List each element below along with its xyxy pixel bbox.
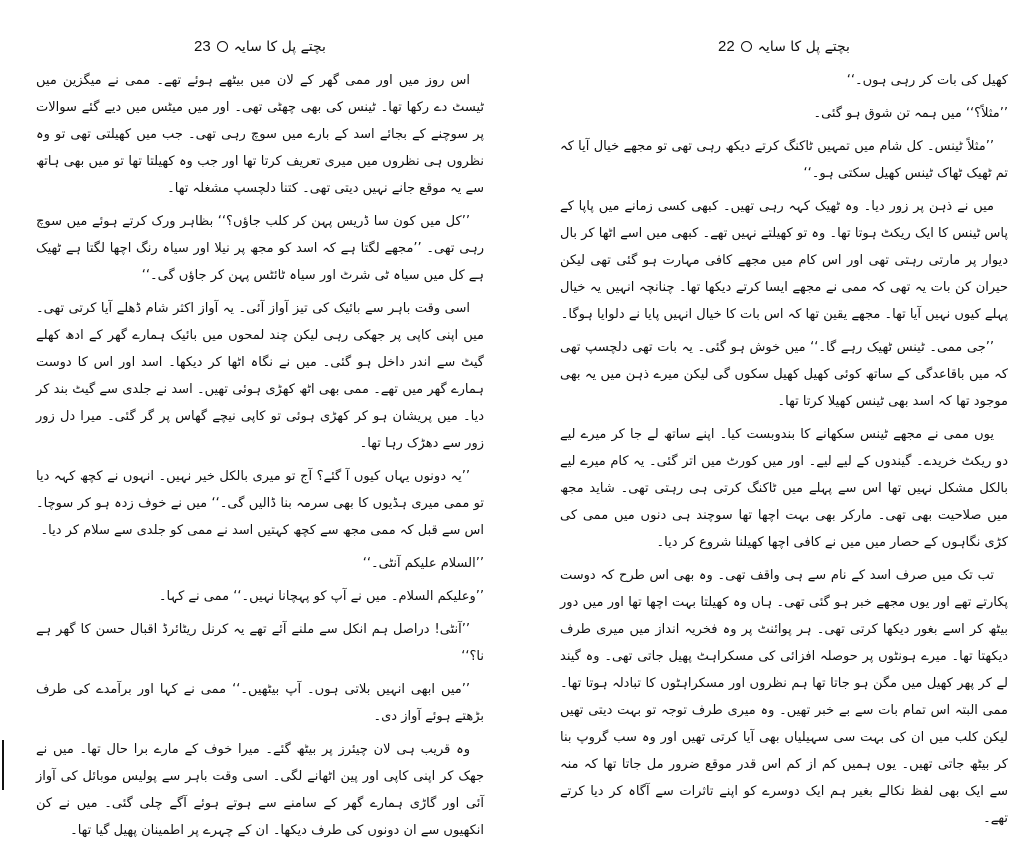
right-paragraph-7: تب تک میں صرف اسد کے نام سے ہی واقف تھی۔ وہ بھی اس طرح کہ دوست پکارتے تھے اور یوں مجھے خبر ہو گئی تھی۔ ہاں وہ کھیلتا بہت اچھا تھا اور میں دور بیٹھ کر اسے بغور دیکھا کرتی تھی۔ ہر پوائنٹ پر وہ فخریہ انداز میں میری طرف دیکھتا تھا۔ میرے ہونٹوں پر حوصلہ افزائی کی مسکراہٹ پھیل جاتی تھی۔ وہ گیند لے کر پھر کھیل میں مگن ہو جاتا تھا ہم نظروں اور مسکراہٹوں کا تبادلہ ہوتا تھا۔ ممی البتہ اس تمام بات سے بے خبر تھیں۔ وہ میری طرف توجہ تو بہت دیتی تھیں لیکن کلب میں ان کی بہت سی سہیلیاں بھی آیا کرتی تھیں اور وہ سب گروپ بنا کر بیٹھ جاتی تھیں۔ یوں ہمیں کم از کم اس قدر موقع ضرور مل جاتا تھا کہ منہ سے ایک بھی لفظ نکالے بغیر ہم ایک دوسرے کو اپنے تاثرات سے آگاہ کر دیا کرتے تھے۔ bbox=[560, 568, 1008, 826]
left-paragraph-3: اسی وقت باہر سے بائیک کی تیز آواز آئی۔ یہ آواز اکثر شام ڈھلے آیا کرتی تھی۔ میں اپنی کاپی پر جھکی رہی لیکن چند لمحوں میں بائیک ہمارے گھر کے ادھ کھلے گیٹ سے اندر داخل ہو گئی۔ میں نے نگاہ اٹھا کر دیکھا۔ اسد اور اس کا دوست ہمارے گھر میں تھے۔ ممی بھی اٹھ کھڑی ہوئی تھیں۔ اسد نے جلدی سے گیٹ بند کر دیا۔ میں پریشان ہو کر کھڑی ہوئی تو کاپی نیچے گھاس پر گر گئی۔ میرا دل زور زور سے دھڑک رہا تھا۔ bbox=[36, 301, 484, 451]
page-edge-line bbox=[2, 740, 4, 790]
right-paragraph-5: ’’جی ممی۔ ٹینس ٹھیک رہے گا۔‘‘ میں خوش ہو گئی۔ یہ بات تھی دلچسپ تھی کہ میں باقاعدگی کے ساتھ کوئی کھیل کھیل سکوں گی لیکن میرے ذہن میں یہ بھی موجود تھا کہ اسد بھی ٹینس کھیلا کرتا تھا۔ bbox=[560, 340, 1008, 409]
right-paragraph-2: ’’مثلاً؟‘‘ میں ہمہ تن شوق ہو گئی۔ bbox=[813, 106, 1008, 121]
left-page-number: 23 bbox=[194, 38, 211, 55]
left-page bbox=[36, 36, 484, 838]
left-paragraph-2: ’’کل میں کون سا ڈریس پہن کر کلب جاؤں؟‘‘ بظاہر ورک کرتے ہوئے میں سوچ رہی تھی۔ ’’مجھے لگتا ہے کہ اسد کو مجھ پر نیلا اور سیاہ رنگ اچھا لگتا ہے ٹھیک ہے کل میں سیاہ ٹی شرٹ اور سیاہ ٹائٹس پہن کر جاؤں گی۔‘‘ bbox=[36, 214, 484, 283]
right-paragraph-1: کھیل کی بات کر رہی ہوں۔‘‘ bbox=[846, 73, 1008, 88]
left-paragraph-9: وہ قریب ہی لان چیئرز پر بیٹھ گئے۔ میرا خوف کے مارے برا حال تھا۔ میں نے جھک کر اپنی کاپی اور پین اٹھانے لگی۔ اسی وقت باہر سے پولیس موبائل کی آواز آئی اور گاڑی ہمارے گھر کے سامنے سے ہوتے ہوئے آگے چلی گئی۔ میں نے کن انکھیوں سے ان دونوں کی طرف دیکھا۔ ان کے چہرے پر اطمینان پھیل گیا تھا۔ bbox=[36, 742, 484, 838]
right-paragraph-4: میں نے ذہن پر زور دیا۔ وہ ٹھیک کہہ رہی تھیں۔ کبھی کسی زمانے میں پاپا کے پاس ٹینس کا ایک ریکٹ ہوتا تھا۔ وہ تو کھیلتے نہیں تھے۔ کبھی میں اسے اٹھا کر بال دیوار پر مارتی رہتی تھی اور اس کام میں مجھے کافی مہارت ہو گئی تھی لیکن حیران کن بات یہ تھی کہ ممی نے مجھے ایسا کرتے دیکھا تھا۔ چنانچہ انہیں یہ خیال پہلے کیوں نہیں آیا تھا۔ مجھے یقین تھا کہ اس بات کا خیال انہیں پایا نے دلوایا ہوگا۔ bbox=[560, 199, 1008, 322]
circle-ornament-icon bbox=[741, 41, 752, 52]
left-paragraph-7: ’’آنٹی! دراصل ہم انکل سے ملنے آئے تھے یہ کرنل ریٹائرڈ اقبال حسن کا گھر ہے نا؟‘‘ bbox=[36, 622, 484, 664]
right-page bbox=[560, 36, 1008, 826]
left-paragraph-6: ’’وعلیکم السلام۔ میں نے آپ کو پہچانا نہیں۔‘‘ ممی نے کہا۔ bbox=[158, 589, 484, 604]
left-paragraph-4: ’’یہ دونوں یہاں کیوں آ گئے؟ آج تو میری بالکل خیر نہیں۔ انہوں نے کچھ کہہ دیا تو ممی میری ہڈیوں کا بھی سرمہ بنا ڈالیں گی۔‘‘ میں نے خوف زدہ ہو کر سوچا۔ اس سے قبل کہ ممی مجھ سے کچھ کہتیں اسد نے ممی کو جلدی سے سلام کر دیا۔ bbox=[36, 469, 484, 538]
circle-ornament-icon bbox=[217, 41, 228, 52]
left-paragraph-5: ’’السلام علیکم آنٹی۔‘‘ bbox=[362, 556, 484, 571]
right-running-head bbox=[560, 36, 1008, 57]
left-page-title: بچتے پل کا سایہ bbox=[233, 39, 326, 55]
right-paragraph-3: ’’مثلاً ٹینس۔ کل شام میں تمہیں ٹاکنگ کرتے دیکھ رہی تھی تو مجھے خیال آیا کہ تم ٹھیک ٹھاک ٹینس کھیل سکتی ہو۔‘‘ bbox=[560, 139, 1008, 181]
right-paragraph-6: یوں ممی نے مجھے ٹینس سکھانے کا بندوبست کیا۔ اپنے ساتھ لے جا کر میرے لیے دو ریکٹ خریدے۔ گیندوں کے لیے لیے۔ اور میں کورٹ میں اتر گئی۔ یہ کام میرے لیے بالکل مشکل نہیں تھا اس سے پہلے میں ٹاکنگ کرتی ہی رہتی تھی۔ شاید مجھ میں صلاحیت بھی تھی۔ مارکر بھی بہت اچھا تھا سوچند ہی دنوں میں ممی کی کڑی نگاہوں کے حصار میں میں نے کافی اچھا کھیلنا شروع کر دیا۔ bbox=[560, 427, 1008, 550]
right-page-title: بچتے پل کا سایہ bbox=[757, 39, 850, 55]
right-page-number: 22 bbox=[718, 38, 735, 55]
left-running-head bbox=[36, 36, 484, 57]
left-paragraph-1: اس روز میں اور ممی گھر کے لان میں بیٹھے ہوئے تھے۔ ممی نے میگزین میں ٹیسٹ دے رکھا تھا۔ ٹینس کی بھی چھٹی تھی۔ اور میں میٹس میں دیے گئے سوالات پر سوچنے کے بجائے اسد کے بارے میں سوچ رہی تھی۔ جب میں کھیلتی تھی تو وہ نظروں ہی نظروں میں میری تعریف کرتا تھا اور جب وہ کھیلتا تھا تو میں بھی ہاتھ سے یہ موقع جانے نہیں دیتی تھی۔ کتنا دلچسپ مشغلہ تھا۔ bbox=[36, 73, 484, 196]
left-paragraph-8: ’’میں ابھی انہیں بلاتی ہوں۔ آپ بیٹھیں۔‘‘ ممی نے کہا اور برآمدے کی طرف بڑھتے ہوئے آواز دی۔ bbox=[36, 682, 484, 724]
